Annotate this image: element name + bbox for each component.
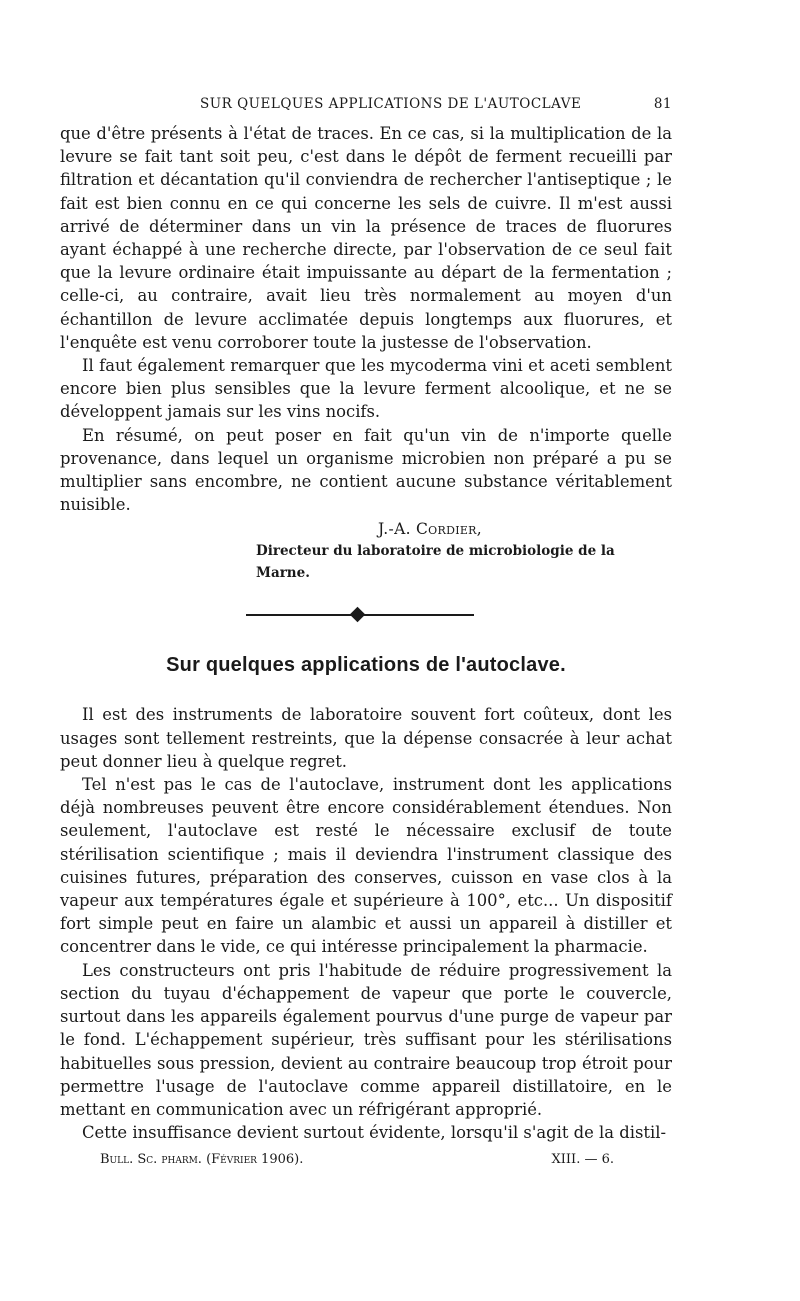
paragraph: Tel n'est pas le cas de l'autoclave, instrument dont les applications déjà nombreuses peuvent être encore considérablement étendues. Non seulement, l'autoclave est resté le nécessaire exclusif de toute stérilisation scientifique ; mais il deviendra l'instrument classique des cuisines futures, préparation des conserves, cuisson en vase clos à la vapeur aux températures égale et supérieure à 100°, etc... Un dispositif fort simple peut en faire un alambic et aussi un appareil à distiller et concentrer dans le vide, ce qui intéresse principalement la pharmacie.: [60, 775, 672, 957]
paragraph-continued: que d'être présents à l'état de traces. En ce cas, si la multiplication de la levure se fait tant soit peu, c'est dans le dépôt de ferment recueilli par filtration et décantation qu'il conviendra de rechercher l'antiseptique ; le fait est bien connu en ce qui concerne les sels de cuivre. Il m'est aussi arrivé de déterminer dans un vin la présence de traces de fluorures ayant échappé à une recherche directe, par l'observation de ce seul fait que la levure ordinaire était impuissante au départ de la fermentation ; celle-ci, au contraire, avait lieu très normalement au moyen d'un échantillon de levure acclimatée depuis longtemps aux fluorures, et l'enquête est venu corroborer toute la justesse de l'observation.: [60, 124, 672, 352]
article-title: Sur quelques applications de l'autoclave.: [166, 654, 566, 677]
page-footer: [60, 1152, 672, 1167]
running-title: SUR QUELQUES APPLICATIONS DE L'AUTOCLAVE: [200, 96, 582, 112]
paragraph: En résumé, on peut poser en fait qu'un vin de n'importe quelle provenance, dans lequel un organisme microbien non préparé a pu se multiplier sans encombre, ne contient aucune substance véritablement nuisible.: [60, 425, 672, 515]
paragraph: Il est des instruments de laboratoire souvent fort coûteux, dont les usages sont tellement restreints, que la dépense consacrée à leur achat peut donner lieu à quelque regret.: [60, 705, 672, 771]
volume-signature: XIII. — 6.: [551, 1152, 614, 1168]
author-affiliation: Directeur du laboratoire de microbiologie de la Marne.: [256, 543, 615, 582]
journal-citation: Bull. Sc. pharm. (Février 1906).: [100, 1152, 304, 1168]
running-header: [60, 96, 672, 122]
section-separator: [60, 602, 672, 628]
author-name: J.-A. Cordier,: [378, 520, 482, 539]
paragraph: Les constructeurs ont pris l'habitude de réduire progressivement la section du tuyau d'échappement de vapeur que porte le couvercle, surtout dans les appareils également pourvus d'une purge de vapeur par le fond. L'échappement supérieur, très suffisant pour les stérilisations habituelles sous pression, devient au contraire beaucoup trop étroit pour permettre l'usage de l'autoclave comme appareil distillatoire, en le mettant en communication avec un réfrigérant approprié.: [60, 960, 672, 1119]
paragraph-continues: Cette insuffisance devient surtout évidente, lorsqu'il s'agit de la distil-: [82, 1123, 667, 1143]
paragraph: Il faut également remarquer que les mycoderma vini et aceti semblent encore bien plus sensibles que la levure ferment alcoolique, et ne se développent jamais sur les vins nocifs.: [60, 356, 672, 422]
diamond-ornament-icon: [350, 607, 366, 623]
author-signature: [60, 518, 672, 540]
page-number: 81: [653, 96, 672, 112]
page: [60, 96, 672, 1167]
